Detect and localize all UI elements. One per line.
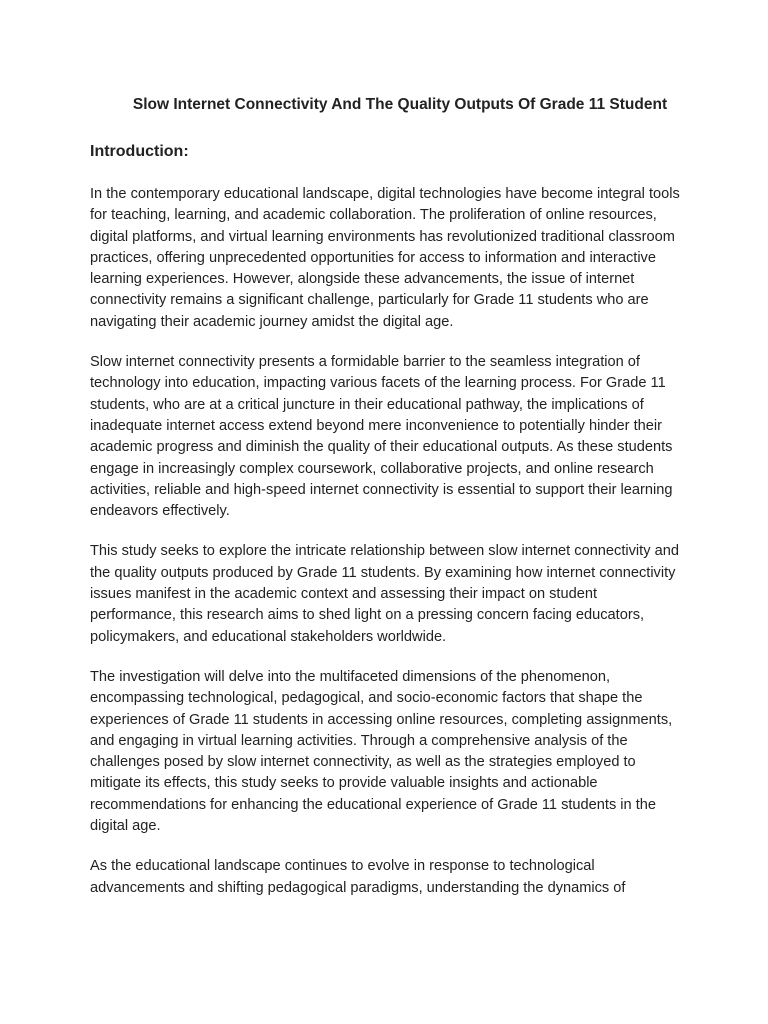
- body-text: [90, 184, 682, 918]
- paragraph-3: This study seeks to explore the intricate relationship between slow internet connectivity and the quality outputs produced by Grade 11 students. By examining how internet connectivity issues manifest in the academic context and assessing their impact on student performance, this research aims to shed light on a pressing concern facing educators, policymakers, and educational stakeholders worldwide.: [90, 543, 679, 645]
- section-heading-introduction: Introduction:: [90, 143, 189, 160]
- paragraph-2: Slow internet connectivity presents a formidable barrier to the seamless integration of technology into education, impacting various facets of the learning process. For Grade 11 students, who are at a critical juncture in their educational pathway, the implications of inadequate internet access extend beyond mere inconvenience to potentially hinder their academic progress and diminish the quality of their educational outputs. As these students engage in increasingly complex coursework, collaborative projects, and online research activities, reliable and high-speed internet connectivity is essential to support their learning endeavors effectively.: [90, 354, 673, 520]
- paragraph-4: The investigation will delve into the multifaceted dimensions of the phenomenon, encompassing technological, pedagogical, and socio-economic factors that shape the experiences of Grade 11 students in accessing online resources, completing assignments, and engaging in virtual learning activities. Through a comprehensive analysis of the challenges posed by slow internet connectivity, as well as the strategies employed to mitigate its effects, this study seeks to provide valuable insights and actionable recommendations for enhancing the educational experience of Grade 11 students in the digital age.: [90, 668, 673, 835]
- paragraph-5: As the educational landscape continues to evolve in response to technological advancements and shifting pedagogical paradigms, understanding the dynamics of: [90, 858, 626, 896]
- paragraph-1: In the contemporary educational landscape, digital technologies have become integral tools for teaching, learning, and academic collaboration. The proliferation of online resources, digital platforms, and virtual learning environments has revolutionized traditional classroom practices, offering unprecedented opportunities for access to information and interactive learning experiences. However, alongside these advancements, the issue of internet connectivity remains a significant challenge, particularly for Grade 11 students who are navigating their academic journey amidst the digital age.: [90, 186, 680, 330]
- document-title: Slow Internet Connectivity And The Quality Outputs Of Grade 11 Student: [132, 96, 668, 113]
